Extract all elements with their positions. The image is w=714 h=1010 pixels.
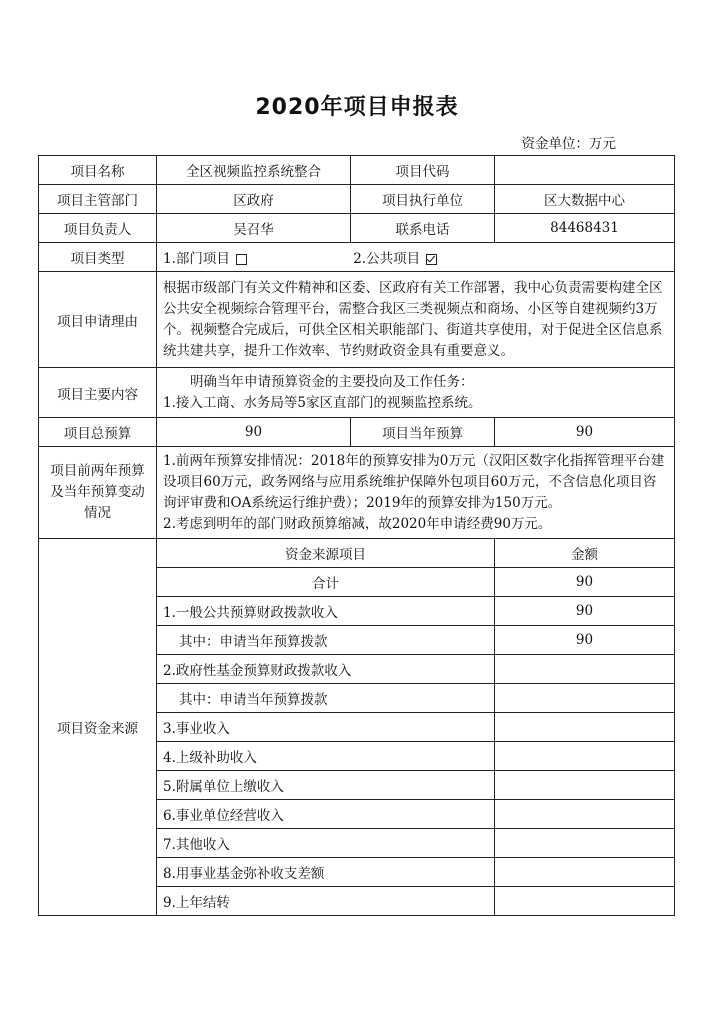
page-title: 2020年项目申报表 [255,95,459,120]
funding-row-amount [495,684,675,713]
funding-row-name: 7.其他收入 [157,829,495,858]
option-dept-label: 1.部门项目 [163,251,230,267]
funding-row-name: 合计 [157,568,495,597]
content-cell [157,368,675,418]
year-budget-label: 项目当年预算 [351,418,495,447]
funding-header-source: 资金来源项目 [157,539,495,568]
leader-value: 吴召华 [157,214,351,243]
application-form [38,155,675,916]
change-label: 项目前两年预算及当年预算变动情况 [39,447,157,539]
change-para-2: 2.考虑到明年的部门财政预算缩减，故2020年申请经费90万元。 [163,515,552,532]
funding-row-name: 其中：申请当年预算拨款 [157,684,495,713]
funding-row-amount [495,887,675,916]
reason-text: 根据市级部门有关文件精神和区委、区政府有关工作部署，我中心负责需要构建全区公共安全视频综合管理平台，需整合我区三类视频点和商场、小区等自建视频约3万个。视频整合完成后，可供全区相关职能部门、街道共享使用，对于促进全区信息系统共建共享，提升工作效率、节约财政资金具有重要意义。 [157,272,675,368]
year-budget-value: 90 [495,418,675,447]
total-budget-label: 项目总预算 [39,418,157,447]
funding-label: 项目资金来源 [39,539,157,916]
content-line-1: 明确当年申请预算资金的主要投向及工作任务： [190,373,474,390]
option-public-project[interactable] [353,247,437,267]
funding-row-amount [495,829,675,858]
funding-row-name: 其中：申请当年预算拨款 [157,626,495,655]
funding-row-amount [495,655,675,684]
project-code-value [495,156,675,185]
content-line-2: 1.接入工商、水务局等5家区直部门的视频监控系统。 [163,394,482,411]
dept-label: 项目主管部门 [39,185,157,214]
checkbox-public-project[interactable] [426,254,437,265]
option-dept-project[interactable] [163,247,247,267]
funding-row-name: 2.政府性基金预算财政拨款收入 [157,655,495,684]
phone-label: 联系电话 [351,214,495,243]
funding-row-name: 6.事业单位经营收入 [157,800,495,829]
funding-row-amount: 90 [495,597,675,626]
funding-row-amount [495,713,675,742]
funding-row-amount [495,800,675,829]
funding-row-name: 4.上级补助收入 [157,742,495,771]
project-code-label: 项目代码 [351,156,495,185]
option-public-label: 2.公共项目 [353,251,421,267]
exec-unit-label: 项目执行单位 [351,185,495,214]
funding-row-amount [495,742,675,771]
phone-value: 84468431 [495,214,675,243]
project-name-label: 项目名称 [39,156,157,185]
unit-label: 资金单位：万元 [521,136,616,152]
exec-unit-value: 区大数据中心 [495,185,675,214]
funding-row-name: 9.上年结转 [157,887,495,916]
project-type-options [157,243,675,272]
funding-row-amount: 90 [495,568,675,597]
funding-header-amount: 金额 [495,539,675,568]
funding-row-amount [495,858,675,887]
leader-label: 项目负责人 [39,214,157,243]
content-label: 项目主要内容 [39,368,157,418]
change-para-1: 1.前两年预算安排情况：2018年的预算安排为0万元（汉阳区数字化指挥管理平台建设项目60万元，政务网络与应用系统维护保障外包项目60万元，不含信息化项目咨询评审费和OA系统运行维护费）；2019年的预算安排为150万元。 [163,452,665,511]
project-name-value: 全区视频监控系统整合 [157,156,351,185]
total-budget-value: 90 [157,418,351,447]
project-type-label: 项目类型 [39,243,157,272]
checkbox-dept-project[interactable] [236,254,247,265]
funding-row-amount: 90 [495,626,675,655]
funding-row-name: 1.一般公共预算财政拨款收入 [157,597,495,626]
dept-value: 区政府 [157,185,351,214]
funding-row-name: 3.事业收入 [157,713,495,742]
funding-row-amount [495,771,675,800]
funding-row-name: 8.用事业基金弥补收支差额 [157,858,495,887]
funding-row-name: 5.附属单位上缴收入 [157,771,495,800]
reason-label: 项目申请理由 [39,272,157,368]
change-cell [157,447,675,539]
